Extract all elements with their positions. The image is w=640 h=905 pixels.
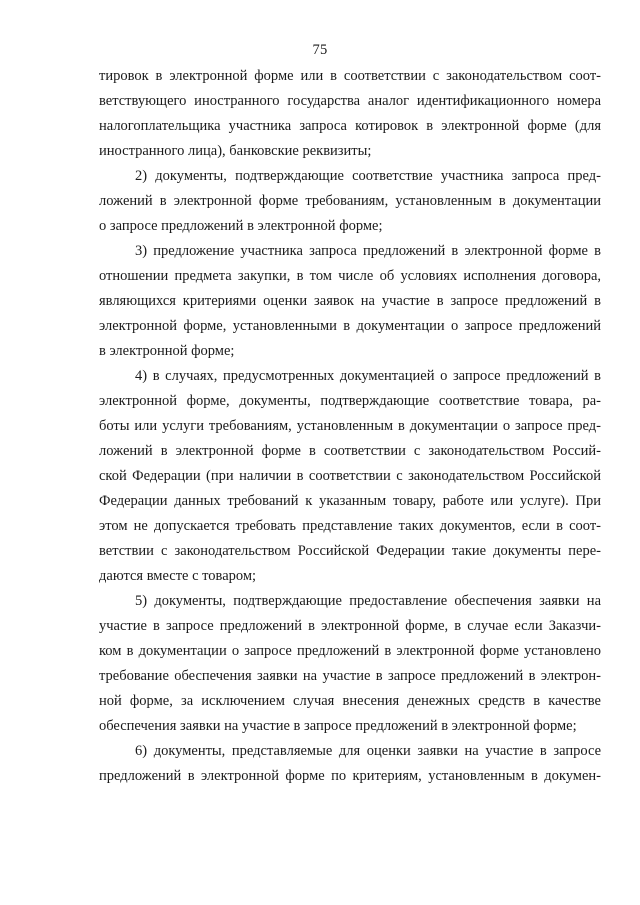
text-line: требование обеспечения заявки на участие в запросе предложений в электрон-: [99, 668, 601, 684]
text-line: обеспечения заявки на участие в запросе предложений в электронной форме;: [99, 718, 577, 734]
text-line: даются вместе с товаром;: [99, 568, 257, 584]
text-line: участие в запросе предложений в электронной форме, в случае если Заказчи-: [99, 618, 601, 634]
page-number: 75: [312, 42, 328, 58]
text-line: ной форме, за исключением случая внесения денежных средств в качестве: [99, 693, 601, 709]
paragraph-start-line: 5) документы, подтверждающие предоставление обеспечения заявки на: [135, 593, 601, 609]
text-line: иностранного лица), банковские реквизиты;: [99, 143, 372, 159]
paragraph-start-line: 3) предложение участника запроса предложений в электронной форме в: [135, 243, 601, 259]
text-line: ложений в электронной форме в соответствии с законодательством Россий-: [99, 443, 601, 459]
text-line: Федерации данных требований к указанным товару, работе или услуге). При: [99, 493, 601, 509]
text-line: в электронной форме;: [99, 343, 235, 359]
text-line: отношении предмета закупки, в том числе об условиях исполнения договора,: [99, 268, 601, 284]
text-line: электронной форме, документы, подтверждающие соответствие товара, ра-: [99, 393, 601, 409]
text-line: электронной форме, установленными в документации о запросе предложений: [99, 318, 601, 334]
text-line: боты или услуги требованиям, установленным в документации о запросе пред-: [99, 418, 601, 434]
text-line: ком в документации о запросе предложений в электронной форме установлено: [99, 643, 601, 659]
text-line: ветствии с законодательством Российской Федерации такие документы пере-: [99, 543, 601, 559]
document-body: [99, 64, 601, 789]
text-line: о запросе предложений в электронной форме;: [99, 218, 383, 234]
text-line: ской Федерации (при наличии в соответствии с законодательством Российской: [99, 468, 601, 484]
paragraph-start-line: 6) документы, представляемые для оценки заявки на участие в запросе: [135, 743, 601, 759]
text-line: налогоплательщика участника запроса котировок в электронной форме (для: [99, 118, 601, 134]
paragraph-start-line: 4) в случаях, предусмотренных документацией о запросе предложений в: [135, 368, 601, 384]
paragraph-start-line: 2) документы, подтверждающие соответствие участника запроса пред-: [135, 168, 601, 184]
text-line: являющихся критериями оценки заявок на участие в запросе предложений в: [99, 293, 601, 309]
text-line: тировок в электронной форме или в соответствии с законодательством соот-: [99, 68, 601, 84]
text-line: ветствующего иностранного государства аналог идентификационного номера: [99, 93, 601, 109]
text-line: этом не допускается требовать представление таких документов, если в соот-: [99, 518, 601, 534]
text-line: ложений в электронной форме требованиям, установленным в документации: [99, 193, 601, 209]
text-line: предложений в электронной форме по критериям, установленным в докумен-: [99, 768, 601, 784]
